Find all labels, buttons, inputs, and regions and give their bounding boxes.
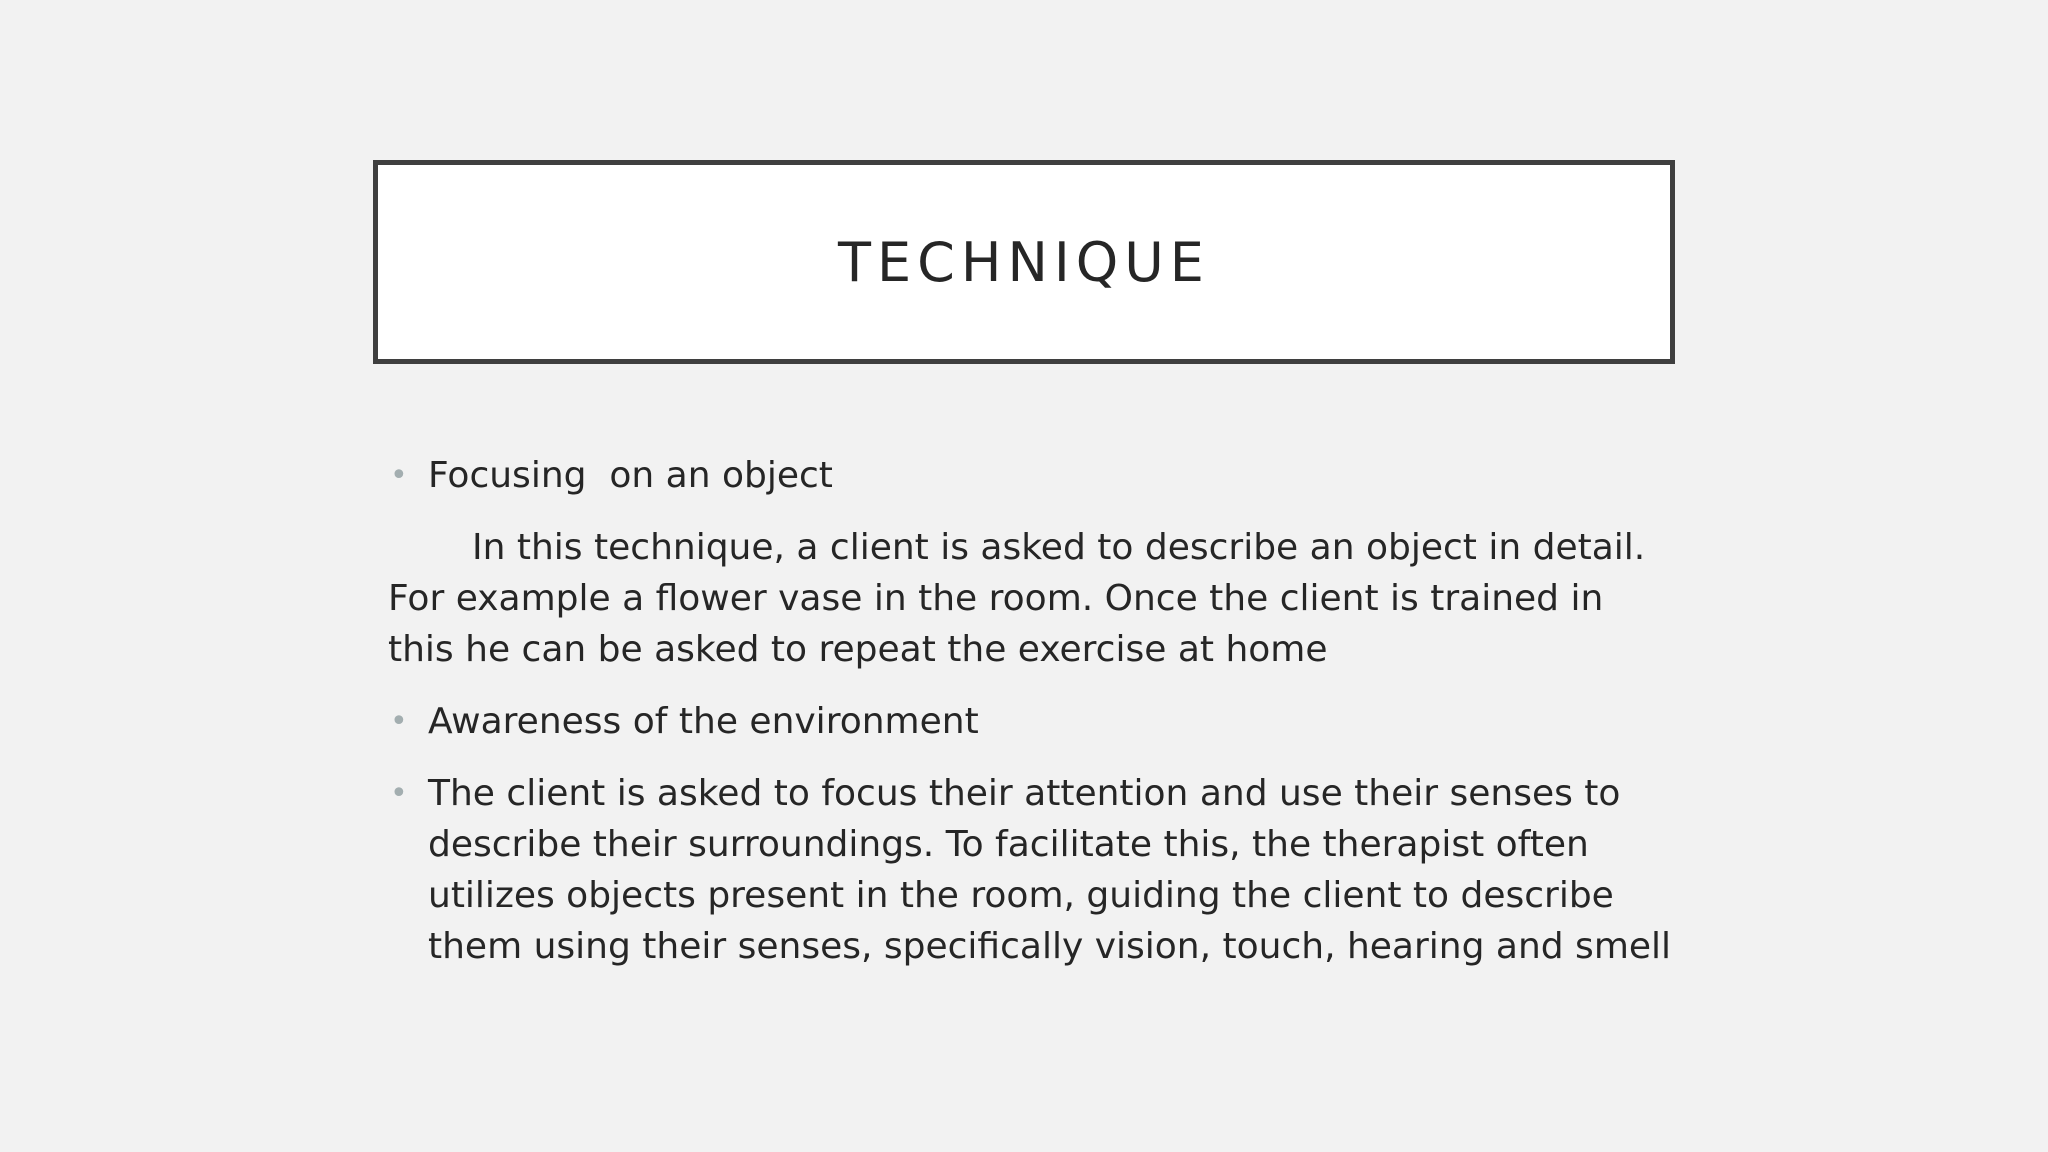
slide-body xyxy=(388,450,1678,993)
bullet-item-client-senses xyxy=(388,768,1678,972)
bullet-item-awareness xyxy=(388,696,1678,747)
slide-title: TECHNIQUE xyxy=(838,230,1210,294)
bullet-icon: • xyxy=(390,704,408,739)
bullet-icon: • xyxy=(390,776,408,811)
title-box xyxy=(373,160,1675,364)
bullet-text: Focusing on an object xyxy=(428,455,833,496)
bullet-text: The client is asked to focus their attention and use their senses to describe their surroundings. To facilitate this, the therapist often utilizes objects present in the room, guiding the client to describe them using their senses, specifically vision, touch, hearing and smell xyxy=(428,773,1672,967)
technique-description-paragraph: In this technique, a client is asked to describe an object in detail. For example a flower vase in the room. Once the client is trained in this he can be asked to repeat the exercise at home xyxy=(388,527,1646,670)
bullet-text: Awareness of the environment xyxy=(428,701,979,742)
bullet-icon: • xyxy=(390,458,408,493)
bullet-item-focusing xyxy=(388,450,1678,501)
